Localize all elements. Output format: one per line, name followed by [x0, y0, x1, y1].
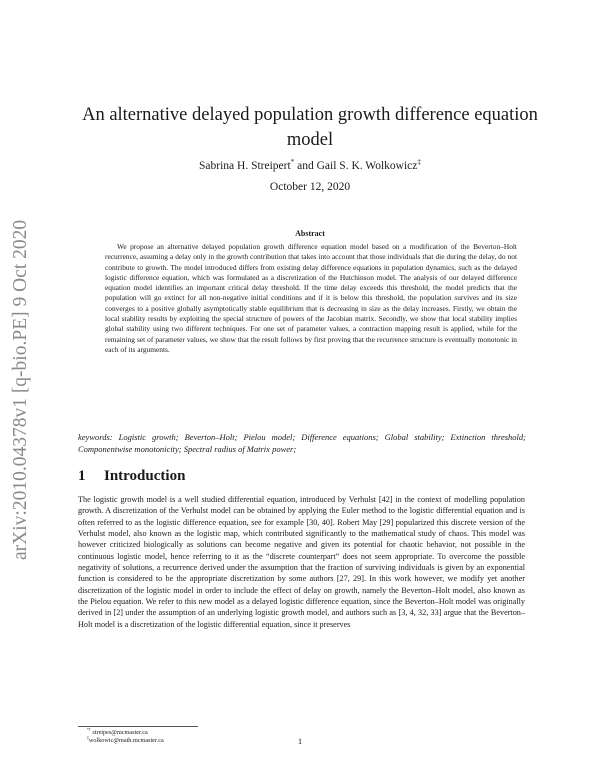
keywords-text: Logistic growth; Beverton–Holt; Pielou model; Difference equations; Global stability; Extinction threshold; Componentwise monotonicity; Spectral radius of Matrix power;: [78, 432, 527, 454]
footnote-mark: *†: [87, 727, 91, 732]
author-name: Sabrina H. Streipert: [199, 160, 291, 172]
author-list: [60, 160, 560, 172]
introduction-text: The logistic growth model is a well studied differential equation, introduced by Verhulst [42] in the context of modelling population growth. A discretization of the Verhulst model can be obtained by applying the Euler method to the logistic differential equation and is often referred to as the logistic difference equation, see for example [30, 40]. Robert May [29] popularized this discrete version of the Verhulst model, also known as the logistic map, which contributed significantly to the mathematical study of chaos. This model was however criticized biologically as solutions can become negative and given its potential for chaotic behavior, not possible in the continuous logistic model, hence referring to it as the “discrete counterpart” does not seem appropriate. To overcome the possible negativity of solutions, a recurrence derived under the assumption that the fraction of surviving individuals is given by an exponential function is considered to be the appropriate discretization by some authors [27, 29]. In this work however, we modify yet another discretization of the logistic model in order to include the effect of delay on growth, namely the Beverton–Holt model, also known as the Pielou equation. We refer to this new model as a delayed logistic difference equation, since the Beverton–Holt model was originally derived in [2] under the assumption of an underlying logistic growth model, and authors such as [3, 4, 32, 33] argue that the Beverton–Holt model is a discretization of the logistic differential equation, since it preserves: [78, 495, 525, 629]
section-number: 1: [78, 468, 86, 484]
abstract-heading: Abstract: [295, 229, 325, 238]
footnotes: [87, 729, 164, 746]
abstract-text: We propose an alternative delayed population growth difference equation model based on a modification of the Beverton–Holt recurrence, assuming a delay only in the growth contribution that takes into account that those individuals that die during the delay, do not contribute to growth. The model introduced differs from existing delay difference equations in population dynamics, such as the delayed logistic difference equation, which was formulated as a discretization of the Hutchinson model. The analysis of our delayed difference equation model identifies an important critical delay threshold. If the time delay exceeds this threshold, the model predicts that the population will go extinct for all non-negative initial conditions and if it is below this threshold, the population survives and its size converges to a positive globally asymptotically stable equilibrium that is decreasing in size as the delay increases. Firstly, we obtain the local stability results by exploiting the special structure of powers of the Jacobian matrix. Secondly, we show that local stability implies global stability using two different techniques. For one set of parameter values, a contraction mapping result is applied, while for the remaining set of parameter values, we show that the result follows by first proving that the recurrence structure is eventually monotonic in each of its arguments.: [105, 242, 517, 354]
footnote-email[interactable]: streipes@mcmaster.ca: [92, 729, 148, 736]
footnote-item: [87, 737, 164, 745]
footnote-divider: [78, 726, 198, 727]
section-heading: [78, 468, 185, 485]
footnote-mark[interactable]: *: [290, 158, 295, 167]
arxiv-identifier: arXiv:2010.04378v1 [q-bio.PE] 9 Oct 2020: [10, 219, 31, 560]
keywords-label: keywords:: [78, 432, 113, 442]
footnote-mark[interactable]: ‡: [417, 158, 421, 167]
footnote-email[interactable]: wolkowic@math.mcmaster.ca: [88, 737, 164, 745]
paper-title: An alternative delayed population growth difference equation model: [82, 105, 538, 150]
page-number: 1: [297, 736, 303, 746]
publication-date: October 12, 2020: [269, 181, 351, 193]
author-connector: and: [294, 160, 317, 172]
footnote-mark: ‡: [87, 736, 89, 741]
section-title: Introduction: [104, 468, 186, 484]
keywords: [78, 432, 526, 455]
author-name: Gail S. K. Wolkowicz: [316, 160, 418, 172]
